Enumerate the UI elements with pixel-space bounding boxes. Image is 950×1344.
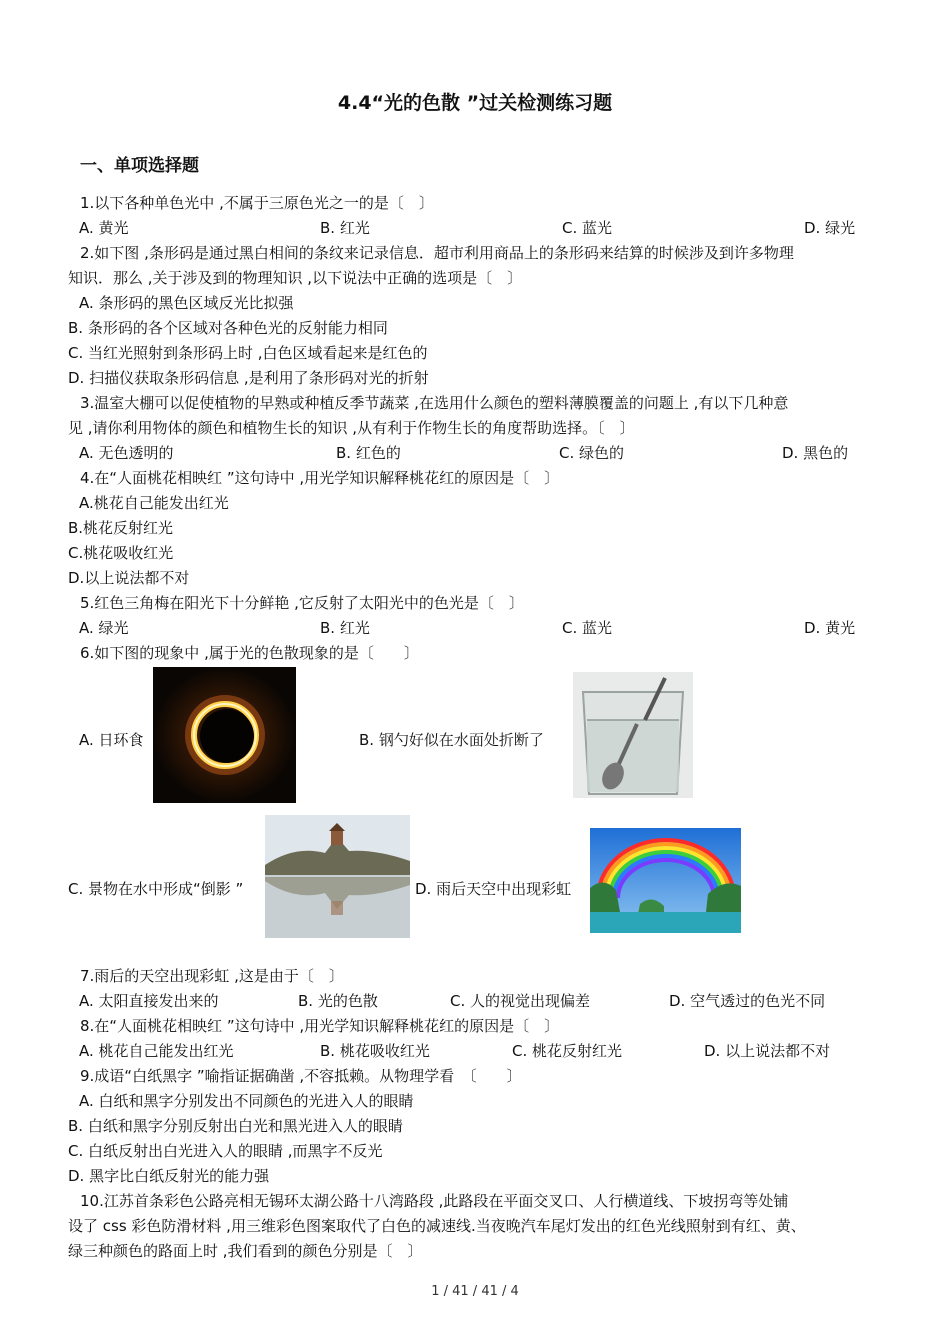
q6-option-d: D. 雨后天空中出现彩虹 <box>415 880 572 898</box>
q7-option-b: B. 光的色散 <box>298 992 378 1010</box>
question-1-stem: 1.以下各种单色光中 ,不属于三原色光之一的是〔 〕 <box>80 194 434 212</box>
q4-option-b: B.桃花反射红光 <box>68 519 174 537</box>
q9-option-d: D. 黑字比白纸反射光的能力强 <box>68 1167 270 1185</box>
q2-option-c: C. 当红光照射到条形码上时 ,白色区域看起来是红色的 <box>68 344 428 362</box>
question-2-line-1: 2.如下图 ,条形码是通过黑白相间的条纹来记录信息．超市利用商品上的条形码来结算的时候涉及到许多物理 <box>80 244 794 262</box>
q1-option-d: D. 绿光 <box>804 219 856 237</box>
q5-option-a: A. 绿光 <box>79 619 129 637</box>
question-8-stem: 8.在“人面桃花相映红 ”这句诗中 ,用光学知识解释桃花红的原因是〔 〕 <box>80 1017 560 1035</box>
q7-option-d: D. 空气透过的色光不同 <box>669 992 826 1010</box>
question-9-stem: 9.成语“白纸黑字 ”喻指证据确凿 ,不容抵赖。从物理学看 〔 〕 <box>80 1067 522 1085</box>
q1-option-b: B. 红光 <box>320 219 370 237</box>
question-2-line-2: 知识．那么 ,关于涉及到的物理知识 ,以下说法中正确的选项是〔 〕 <box>68 269 523 287</box>
question-5-stem: 5.红色三角梅在阳光下十分鲜艳 ,它反射了太阳光中的色光是〔 〕 <box>80 594 524 612</box>
question-4-stem: 4.在“人面桃花相映红 ”这句诗中 ,用光学知识解释桃花红的原因是〔 〕 <box>80 469 560 487</box>
q5-option-c: C. 蓝光 <box>562 619 613 637</box>
question-3-line-2: 见 ,请你利用物体的颜色和植物生长的知识 ,从有利于作物生长的角度帮助选择。〔 〕 <box>68 419 635 437</box>
q7-option-a: A. 太阳直接发出来的 <box>79 992 219 1010</box>
water-reflection-image <box>265 815 410 938</box>
q3-option-a: A. 无色透明的 <box>79 444 174 462</box>
q1-option-c: C. 蓝光 <box>562 219 613 237</box>
q2-option-a: A. 条形码的黑色区域反光比拟强 <box>79 294 294 312</box>
page-number: 1 / 41 / 41 / 4 <box>431 1284 519 1299</box>
question-3-line-1: 3.温室大棚可以促使植物的早熟或种植反季节蔬菜 ,在选用什么颜色的塑料薄膜覆盖的问题上 ,有以下几种意 <box>80 394 789 412</box>
q3-option-c: C. 绿色的 <box>559 444 625 462</box>
q2-option-d: D. 扫描仪获取条形码信息 ,是利用了条形码对光的折射 <box>68 369 429 387</box>
solar-eclipse-image <box>153 667 296 803</box>
page-title: 4.4“光的色散 ”过关检测练习题 <box>337 92 613 114</box>
q3-option-b: B. 红色的 <box>336 444 401 462</box>
q8-option-c: C. 桃花反射红光 <box>512 1042 623 1060</box>
q4-option-c: C.桃花吸收红光 <box>68 544 174 562</box>
q8-option-d: D. 以上说法都不对 <box>704 1042 831 1060</box>
q3-option-d: D. 黑色的 <box>782 444 849 462</box>
question-10-line-2: 设了 css 彩色防滑材料 ,用三维彩色图案取代了白色的减速线.当夜晚汽车尾灯发出的红色光线照射到有红、黄、 <box>68 1217 806 1235</box>
q6-option-c: C. 景物在水中形成“倒影 ” <box>68 880 244 898</box>
q6-option-b: B. 钢勺好似在水面处折断了 <box>359 731 544 749</box>
q2-option-b: B. 条形码的各个区域对各种色光的反射能力相同 <box>68 319 388 337</box>
q6-option-a: A. 日环食 <box>79 731 144 749</box>
q1-option-a: A. 黄光 <box>79 219 129 237</box>
spoon-in-water-image <box>573 672 693 798</box>
q7-option-c: C. 人的视觉出现偏差 <box>450 992 591 1010</box>
question-6-stem: 6.如下图的现象中 ,属于光的色散现象的是〔 〕 <box>80 644 419 662</box>
q9-option-c: C. 白纸反射出白光进入人的眼睛 ,而黑字不反光 <box>68 1142 383 1160</box>
rainbow-image <box>590 828 741 933</box>
question-10-line-3: 绿三种颜色的路面上时 ,我们看到的颜色分别是〔 〕 <box>68 1242 423 1260</box>
q8-option-b: B. 桃花吸收红光 <box>320 1042 430 1060</box>
q8-option-a: A. 桃花自己能发出红光 <box>79 1042 234 1060</box>
q9-option-b: B. 白纸和黑字分别反射出白光和黑光进入人的眼睛 <box>68 1117 403 1135</box>
q4-option-a: A.桃花自己能发出红光 <box>79 494 229 512</box>
q4-option-d: D.以上说法都不对 <box>68 569 190 587</box>
section-heading: 一、单项选择题 <box>80 156 199 176</box>
question-10-line-1: 10.江苏首条彩色公路亮相无锡环太湖公路十八湾路段 ,此路段在平面交叉口、人行横道线、下坡拐弯等处铺 <box>80 1192 789 1210</box>
question-7-stem: 7.雨后的天空出现彩虹 ,这是由于〔 〕 <box>80 967 344 985</box>
q5-option-b: B. 红光 <box>320 619 370 637</box>
q5-option-d: D. 黄光 <box>804 619 856 637</box>
q9-option-a: A. 白纸和黑字分别发出不同颜色的光进入人的眼睛 <box>79 1092 414 1110</box>
